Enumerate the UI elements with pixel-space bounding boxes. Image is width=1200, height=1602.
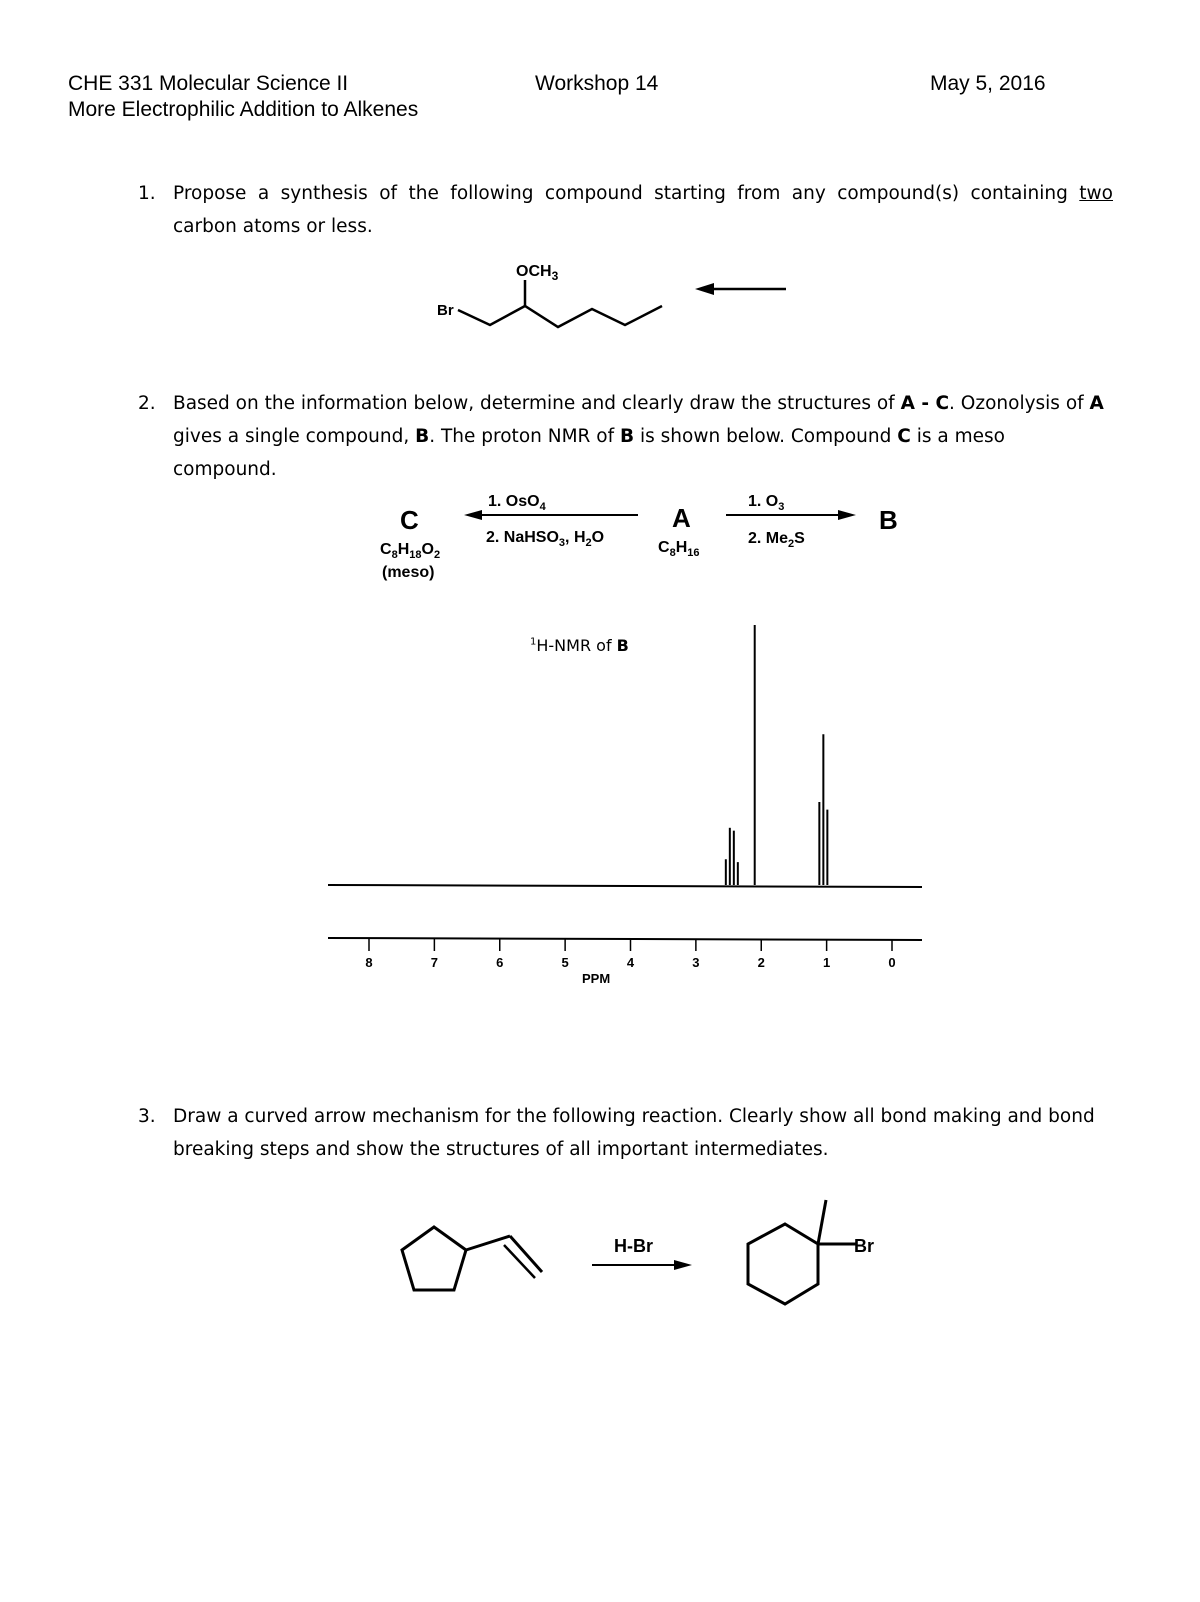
ppm-tick-label: 7 xyxy=(430,955,438,970)
reaction-scheme xyxy=(360,482,920,592)
ppm-tick-label: 6 xyxy=(496,955,504,970)
ppm-tick-label: 0 xyxy=(888,955,896,970)
nmr-peak-quartet xyxy=(726,828,738,885)
bromine-label: Br xyxy=(854,1236,875,1256)
left-reagent-2: 2. NaHSO$_3$, $H_2O$ xyxy=(486,529,605,549)
vinyl-double-bond-2 xyxy=(504,1245,535,1278)
och3-label: $OCH_3$ xyxy=(516,263,559,283)
question-number: 3. xyxy=(138,1106,156,1127)
compound-c-label: C xyxy=(400,505,419,535)
reagent-label: H-Br xyxy=(614,1236,653,1256)
compound-b-label: B xyxy=(879,505,898,535)
ppm-tick-label: 1 xyxy=(823,955,831,970)
nmr-spectrum xyxy=(320,615,930,995)
compound-a-formula: $C_8H_{16}$ xyxy=(658,539,700,559)
cyclohexane-ring xyxy=(748,1224,818,1304)
br-label: Br xyxy=(437,302,454,319)
ppm-tick-label: 4 xyxy=(626,955,635,970)
spectrum-trace xyxy=(328,625,922,887)
compound-a-label: A xyxy=(672,503,691,533)
q1-target-structure xyxy=(420,252,800,342)
question-text: Draw a curved arrow mechanism for the following reaction. Clearly show all bond making and bond breaking steps and show the structures of all important intermediates. xyxy=(173,1106,1095,1160)
nmr-peak-triplet xyxy=(819,734,827,885)
left-reagent-1: 1. OsO$_4$ xyxy=(488,493,546,513)
compound-c-formula: $C_8H_{18}O_2$ xyxy=(380,541,441,561)
right-arrow-head xyxy=(838,510,856,520)
meso-label: (meso) xyxy=(382,564,435,581)
methyl-bond xyxy=(818,1200,826,1244)
worksheet-subtitle: More Electrophilic Addition to Alkenes xyxy=(68,98,419,121)
spectrum-baseline xyxy=(328,885,922,887)
question-number: 1. xyxy=(138,183,156,204)
ppm-tick-label: 8 xyxy=(365,955,373,970)
ppm-tick-label: 3 xyxy=(692,955,700,970)
vinyl-bond xyxy=(466,1236,510,1250)
course-title: CHE 331 Molecular Science II xyxy=(68,72,349,95)
ppm-axis-label: PPM xyxy=(582,971,611,986)
ppm-tick-label: 2 xyxy=(757,955,765,970)
carbon-chain xyxy=(458,306,662,327)
date: May 5, 2016 xyxy=(930,72,1046,95)
left-arrow-head xyxy=(464,510,482,520)
cyclopentane-ring xyxy=(402,1227,466,1290)
reaction-arrow-head xyxy=(674,1260,692,1270)
question-text: Based on the information below, determine and clearly draw the structures of A - C. Ozonolysis of A gives a single compound, B. The proton NMR of B is shown below. Compound C is a meso compound. xyxy=(173,393,1104,480)
right-reagent-1: 1. $O_3$ xyxy=(748,493,785,513)
nmr-title: $^1$H-NMR of B xyxy=(530,636,629,655)
workshop-number: Workshop 14 xyxy=(535,72,659,95)
arrow-head xyxy=(695,283,714,295)
question-number: 2. xyxy=(138,393,156,414)
ppm-tick-label: 5 xyxy=(561,955,569,970)
q3-reaction xyxy=(380,1190,900,1320)
right-reagent-2: 2. $Me_2S$ xyxy=(748,530,805,550)
ppm-ticks xyxy=(365,939,895,970)
ppm-axis-line xyxy=(328,938,922,940)
question-text: Propose a synthesis of the following compound starting from any compound(s) containing two carbon atoms or less. xyxy=(173,183,1113,237)
